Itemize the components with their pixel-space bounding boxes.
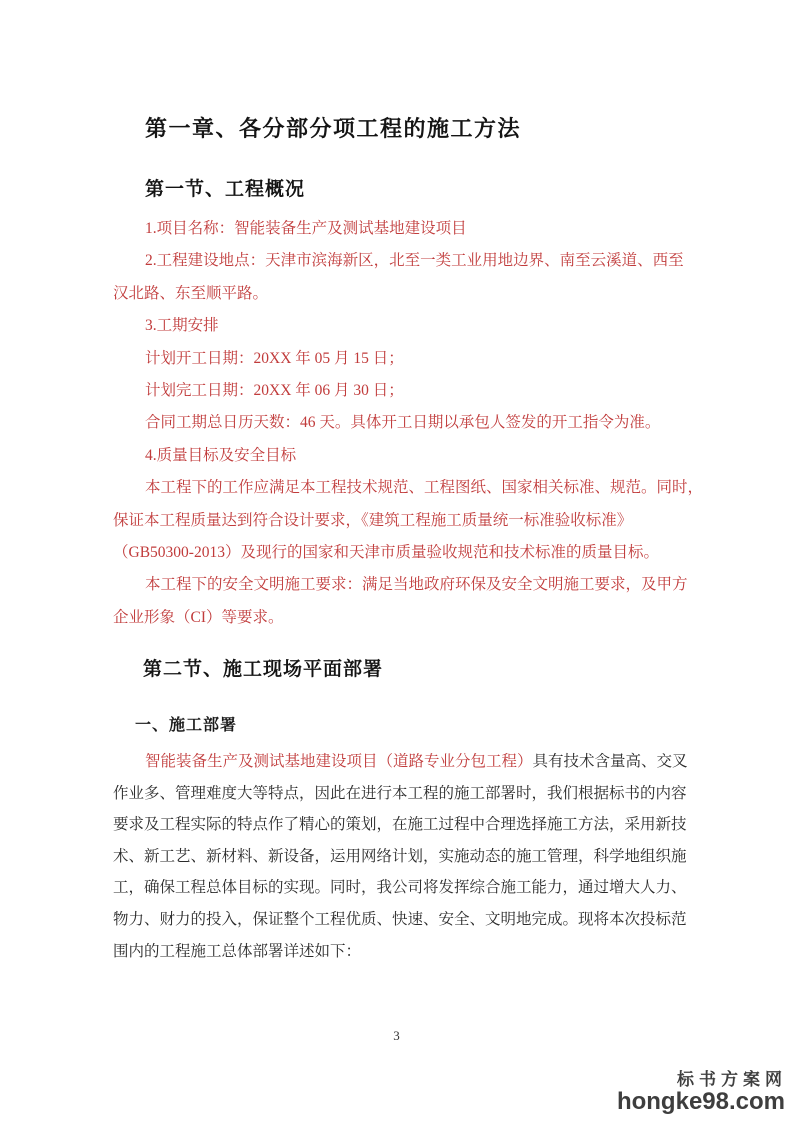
red-text-line: 1.项目名称：智能装备生产及测试基地建设项目 <box>145 220 467 237</box>
body-text-line <box>113 936 713 968</box>
body-text-line <box>113 841 713 873</box>
text-run-body: 工，确保工程总体目标的实现。同时，我公司将发挥综合施工能力，通过增大人力、 <box>113 879 687 897</box>
red-text-line: 本工程下的安全文明施工要求：满足当地政府环保及安全文明施工要求，及甲方 <box>145 576 688 594</box>
text-run-body: 术、新工艺、新材料、新设备，运用网络计划，实施动态的施工管理，科学地组织施 <box>113 847 687 865</box>
red-text-line: 3.工期安排 <box>145 317 219 335</box>
section1-title: 第一节、工程概况 <box>145 178 306 200</box>
text-run-red: 智能装备生产及测试基地建设项目（道路专业分包工程） <box>145 753 533 770</box>
watermark-site-domain: hongke98.com <box>616 1087 785 1115</box>
red-text-line: 计划开工日期：20XX 年 05 月 15 日； <box>145 349 404 367</box>
body-text-line <box>113 872 713 904</box>
text-run-body: 要求及工程实际的特点作了精心的策划，在施工过程中合理选择施工方法，采用新技 <box>113 816 687 834</box>
section1-body <box>113 213 713 634</box>
page-number: 3 <box>393 1028 400 1043</box>
body-text-line <box>113 778 713 810</box>
body-text-line <box>113 809 713 841</box>
subsection-title: 一、施工部署 <box>135 717 238 734</box>
body-text-line <box>113 746 713 778</box>
text-run-body: 作业多、管理难度大等特点，因此在进行本工程的施工部署时，我们根据标书的内容 <box>113 784 687 802</box>
text-run-body: 具有技术含量高、交叉 <box>532 753 688 770</box>
text-run-body: 围内的工程施工总体部署详述如下： <box>113 942 362 960</box>
section2-paragraph <box>113 746 713 967</box>
red-text-line: 4.质量目标及安全目标 <box>145 446 297 464</box>
red-text-line: （GB50300-2013）及现行的国家和天津市质量验收规范和技术标准的质量目标。 <box>113 543 659 561</box>
watermark-site-name: 标书方案网 <box>677 1069 787 1089</box>
red-text-line: 2.工程建设地点：天津市滨海新区，北至一类工业用地边界、南至云溪道、西至 <box>145 252 684 270</box>
text-run-body: 物力、财力的投入，保证整个工程优质、快速、安全、文明地完成。现将本次投标范 <box>113 910 687 928</box>
site-watermark <box>617 1071 785 1114</box>
red-text-line: 合同工期总日历天数：46 天。具体开工日期以承包人签发的开工指令为准。 <box>145 414 661 432</box>
chapter-title: 第一章、各分部分项工程的施工方法 <box>145 115 522 141</box>
body-text-line <box>113 904 713 936</box>
red-text-line: 企业形象（CI）等要求。 <box>113 608 284 626</box>
red-text-line: 计划完工日期：20XX 年 06 月 30 日； <box>145 381 404 399</box>
red-text-line: 汉北路、东至顺平路。 <box>113 284 269 302</box>
section2-title: 第二节、施工现场平面部署 <box>143 658 384 680</box>
red-text-line: 本工程下的工作应满足本工程技术规范、工程图纸、国家相关标准、规范。同时， <box>145 479 704 497</box>
red-text-line: 保证本工程质量达到符合设计要求，《建筑工程施工质量统一标准验收标准》 <box>113 511 633 529</box>
